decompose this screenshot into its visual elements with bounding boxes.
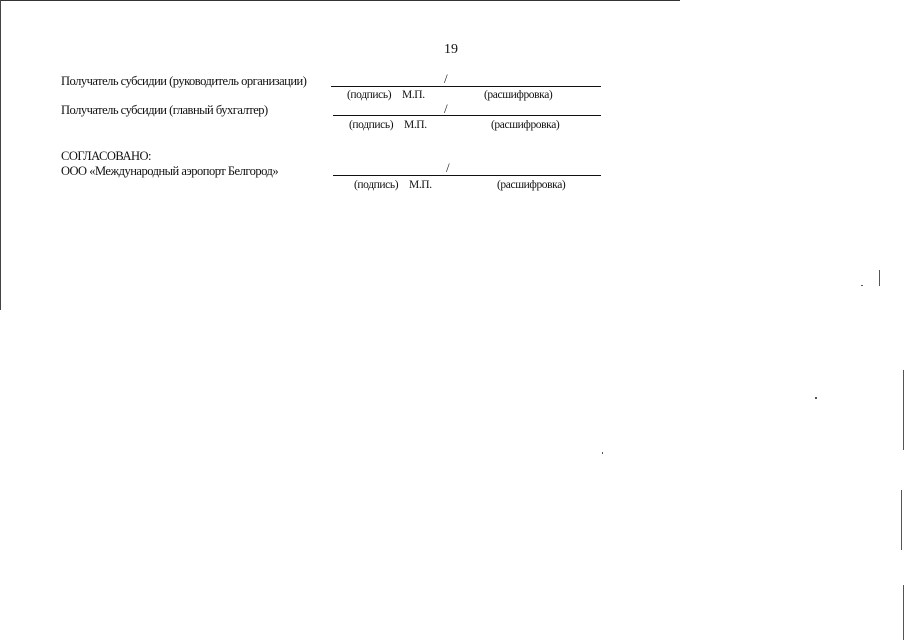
scan-right-edge bbox=[901, 490, 902, 550]
scan-top-edge bbox=[0, 0, 680, 1]
scan-speck bbox=[861, 285, 863, 286]
recipient-accountant-decoding-caption: (расшифровка) bbox=[491, 119, 560, 131]
recipient-head-separator: / bbox=[444, 71, 448, 86]
recipient-accountant-signature-caption: (подпись) bbox=[349, 119, 394, 131]
approval-organization: ООО «Международный аэропорт Белгород» bbox=[61, 164, 279, 178]
recipient-accountant-label: Получатель субсидии (главный бухгалтер) bbox=[61, 103, 268, 117]
page-number: 19 bbox=[444, 42, 458, 57]
scan-speck bbox=[602, 452, 603, 454]
recipient-head-label: Получатель субсидии (руководитель организации) bbox=[61, 74, 307, 88]
approval-separator: / bbox=[446, 160, 450, 175]
recipient-accountant-separator: / bbox=[444, 101, 448, 116]
recipient-accountant-seal-caption: М.П. bbox=[404, 119, 427, 131]
approval-decoding-caption: (расшифровка) bbox=[497, 179, 566, 191]
approval-signature-caption: (подпись) bbox=[354, 179, 399, 191]
scan-speck bbox=[879, 270, 880, 286]
scan-speck bbox=[815, 397, 817, 399]
approval-signature-line bbox=[333, 175, 601, 176]
approval-seal-caption: М.П. bbox=[409, 179, 432, 191]
scan-right-edge bbox=[903, 585, 904, 640]
recipient-head-decoding-caption: (расшифровка) bbox=[484, 89, 553, 101]
scan-left-edge bbox=[0, 0, 1, 310]
scan-right-edge bbox=[903, 370, 904, 450]
recipient-head-seal-caption: М.П. bbox=[402, 89, 425, 101]
recipient-accountant-signature-line bbox=[333, 115, 601, 116]
recipient-head-signature-line bbox=[331, 86, 601, 87]
approval-heading: СОГЛАСОВАНО: bbox=[61, 149, 152, 163]
recipient-head-signature-caption: (подпись) bbox=[347, 89, 392, 101]
